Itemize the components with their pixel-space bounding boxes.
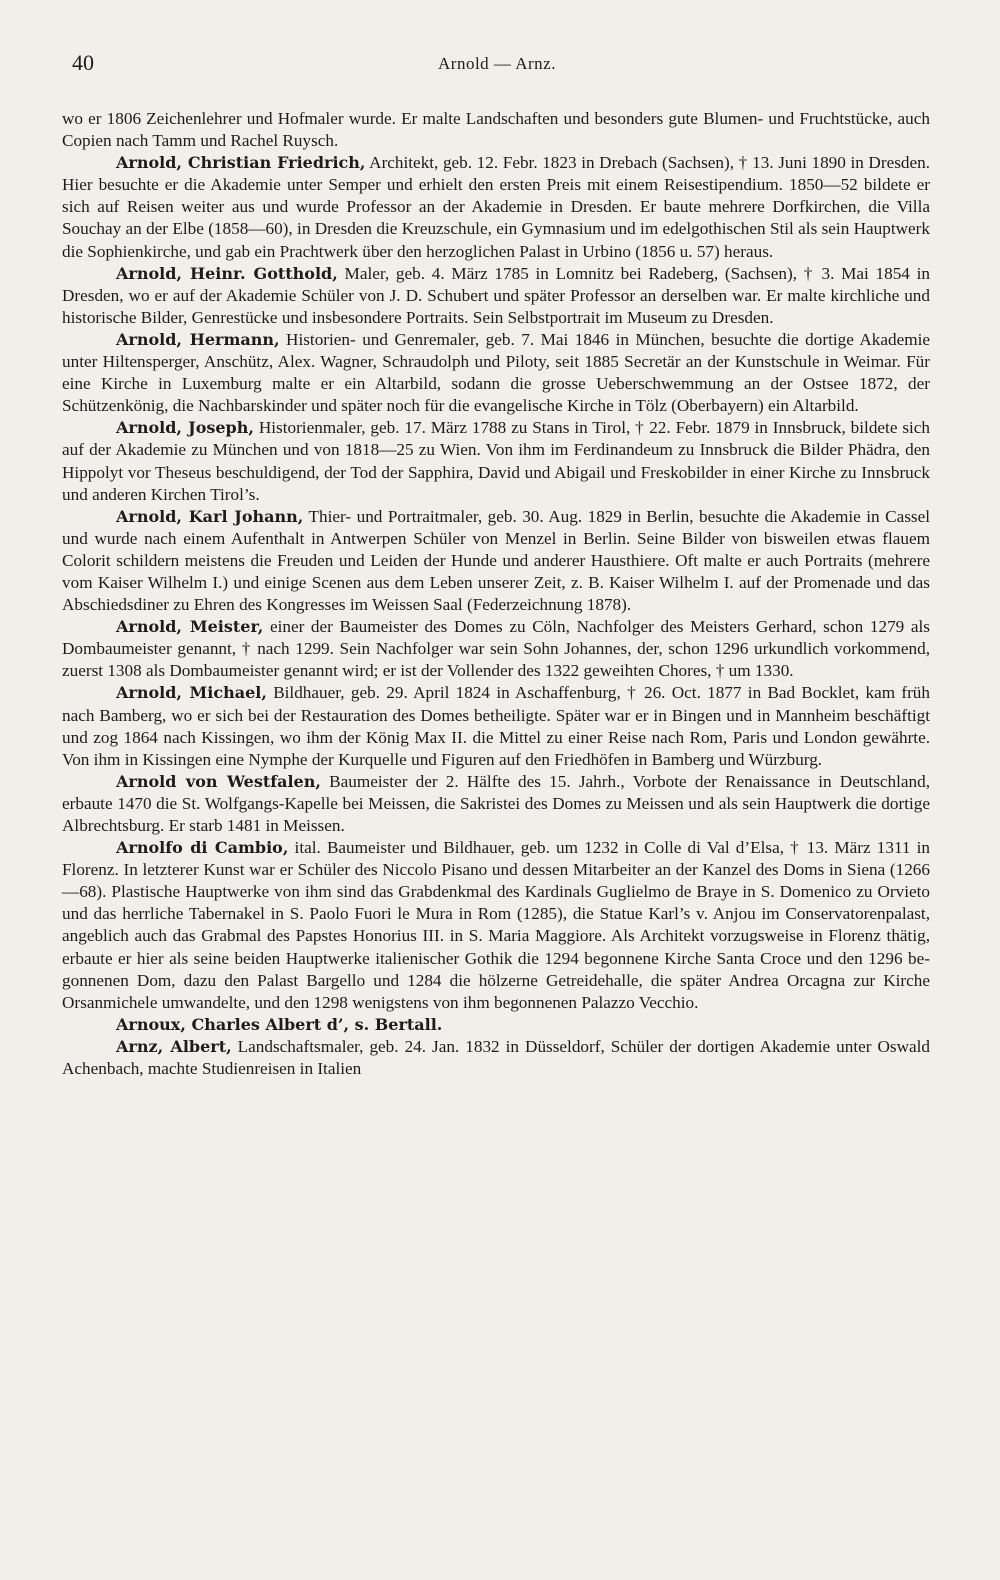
entry <box>62 616 930 682</box>
entry-name: Arnold, Karl Johann, <box>116 506 304 526</box>
entry-name: Arnold, Heinr. Gotthold, <box>116 263 338 283</box>
entry <box>62 682 930 770</box>
entry <box>62 506 930 616</box>
entry-name: Arnoux, Charles Albert d’, s. Bertall. <box>116 1014 443 1034</box>
entries-column <box>62 108 930 1080</box>
entry-name: Arnz, Albert, <box>116 1036 232 1056</box>
entry <box>62 771 930 837</box>
entry-text: Historien- und Genremaler, geb. 7. Mai 1846 in München, besuchte die dortige Akademie unter Hiltensperger, Anschütz, Alex. Wagner, Schraudolph und Piloty, seit 1885 Secretär an der Kunstschule in Weimar. Für eine Kirche in Luxemburg malte er ein Altarbild, sodann die grosse Ueberschwemmung an der Ostsee 1872, der Schützenkönig, die Nachbarskinder und später noch für die evangelische Kirche in Tölz (Oberbayern) ein Altarbild. <box>62 329 930 416</box>
entry-text: Baumeister der 2. Hälfte des 15. Jahrh., Vorbote der Renaissance in Deutschland, erbaute 1470 die St. Wolfgangs-Kapelle bei Meissen, die Sakristei des Domes zu Meissen und als sein Hauptwerk die dortige Albrechtsburg. Er starb 1481 in Meissen. <box>62 771 930 835</box>
entry <box>62 837 930 1014</box>
entry-text: einer der Baumeister des Domes zu Cöln, Nachfolger des Meisters Gerhard, schon 1279 als Dombaumeister genannt, † nach 1299. Sein Nachfolger war sein Sohn Johannes, der, schon 1296 urkundlich vorkommend, zuerst 1308 als Dombaumeister genannt wird; er ist der Vollender des 1322 geweihten Chores, † um 1330. <box>62 617 931 681</box>
entry-name: Arnold, Christian Friedrich, <box>116 153 366 173</box>
entry-text: Bildhauer, geb. 29. April 1824 in Aschaffenburg, † 26. Oct. 1877 in Bad Bocklet, kam früh nach Bamberg, wo er sich bei der Restauration des Domes betheiligte. Später war er in Bingen und in Mannheim beschäftigt und zog 1864 nach Kissingen, wo ihm der König Max II. die Mittel zu einer Reise nach Rom, Paris und London gewährte. Von ihm in Kissingen eine Nymphe der Kurquelle und Figuren auf den Friedhöfen in Bamberg und Würzburg. <box>62 683 930 769</box>
entry-text: Architekt, geb. 12. Febr. 1823 in Drebach (Sachsen), † 13. Juni 1890 in Dresden. Hier besuchte er die Akademie unter Semper und erhielt den ersten Preis mit einem Reisestipendium. 1850—52 bildete er sich auf Reisen weiter aus und wurde Professor an der Akademie in Dresden. Er baute mehrere Dorfkirchen, die Villa Souchay an der Elbe (1858—60), in Dresden die Kreuzschule, ein Gymnasium und im edelgothischen Stil als sein Hauptwerk die Sophienkirche, und gab ein Prachtwerk über den herzoglichen Palast in Urbino (1856 u. 57) heraus. <box>62 153 930 261</box>
entry-text: Historienmaler, geb. 17. März 1788 zu Stans in Tirol, † 22. Febr. 1879 in Innsbruck, bildete sich auf der Akademie zu München und von 1818—25 zu Wien. Von ihm im Ferdinandeum zu Innsbruck die Bilder Phädra, den Hippolyt vor Theseus beschuldigend, der Tod der Sapphira, David und Abigail und Freskobilder in einer Kirche zu Innsbruck und anderen Kirchen Tirol’s. <box>62 418 930 504</box>
entry-name: Arnold von Westfalen, <box>116 771 321 791</box>
entry <box>62 263 930 329</box>
entry-name: Arnolfo di Cambio, <box>116 838 289 858</box>
entry-text: Thier- und Portraitmaler, geb. 30. Aug. 1829 in Berlin, besuchte die Akademie in Cassel und wurde nach einem Aufenthalt in Antwerpen Schüler von Menzel in Berlin. Seine Bilder von bisweilen etwas flauem Colorit schildern meistens die Freuden und Leiden der Hunde und anderer Hausthiere. Oft malte er auch Portraits (mehrere vom Kaiser Wilhelm I.) und einige Scenen aus dem Leben unserer Zeit, z. B. Kaiser Wilhelm I. auf der Promenade und das Abschiedsdiner zu Ehren des Kongresses im Weissen Saal (Federzeichnung 1878). <box>62 506 931 615</box>
entry-text: wo er 1806 Zeichenlehrer und Hofmaler wurde. Er malte Landschaften und besonders gute Blumen- und Fruchtstücke, auch Copien nach Tamm und Rachel Ruysch. <box>62 109 930 151</box>
entry-text: Landschaftsmaler, geb. 24. Jan. 1832 in Düsseldorf, Schüler der dortigen Akademie unter Oswald Achenbach, machte Studienreisen in Italien <box>62 1036 931 1079</box>
running-head: Arnold — Arnz. <box>438 54 556 73</box>
entry-continuation <box>62 108 930 152</box>
entry <box>62 329 930 417</box>
entry <box>62 1036 930 1080</box>
entry-name: Arnold, Michael, <box>116 683 267 703</box>
entry-text: ital. Baumeister und Bildhauer, geb. um 1232 in Colle di Val d’Elsa, † 13. März 1311 in Florenz. In letzterer Kunst war er Schüler des Niccolo Pisano und dessen Mitarbeiter an der Kanzel des Doms in Siena (1266—68). Plastische Hauptwerke von ihm sind das Grabdenkmal des Kardinals Guglielmo de Braye in S. Domenico zu Orvieto und das herrliche Tabernakel in S. Paolo Fuori le Mura in Rom (1285), die Statue Karl’s v. Anjou im Conservatorenpalast, angeblich auch das Grabmal des Papstes Honorius III. in S. Maria Maggiore. Als Architekt vorzugsweise in Florenz thätig, erbaute er hier als seine beiden Hauptwerke italienischer Gothik die 1294 begonnene Kirche Santa Croce und den 1296 begonnenen Dom, dazu den Palast Bargello und 1284 die hölzerne Getreidehalle, die später Andrea Orcagna zur Kirche Orsanmichele umwandelte, und den 1298 wenigstens von ihm begonnenen Palazzo Vecchio. <box>62 838 930 1012</box>
entry <box>62 417 930 505</box>
entry-name: Arnold, Joseph, <box>116 418 254 438</box>
entry-text: Maler, geb. 4. März 1785 in Lomnitz bei Radeberg, (Sachsen), † 3. Mai 1854 in Dresden, wo er auf der Akademie Schüler von J. D. Schubert und später Professor an derselben war. Er malte kirchliche und historische Bilder, Genrestücke und insbesondere Portraits. Sein Selbstportrait im Museum zu Dresden. <box>62 263 931 327</box>
page-number: 40 <box>72 50 94 75</box>
entry-name: Arnold, Hermann, <box>116 329 280 349</box>
entry-name: Arnold, Meister, <box>116 617 264 637</box>
page-header <box>62 50 932 86</box>
entry-cross-reference <box>62 1014 930 1036</box>
entry <box>62 152 930 262</box>
